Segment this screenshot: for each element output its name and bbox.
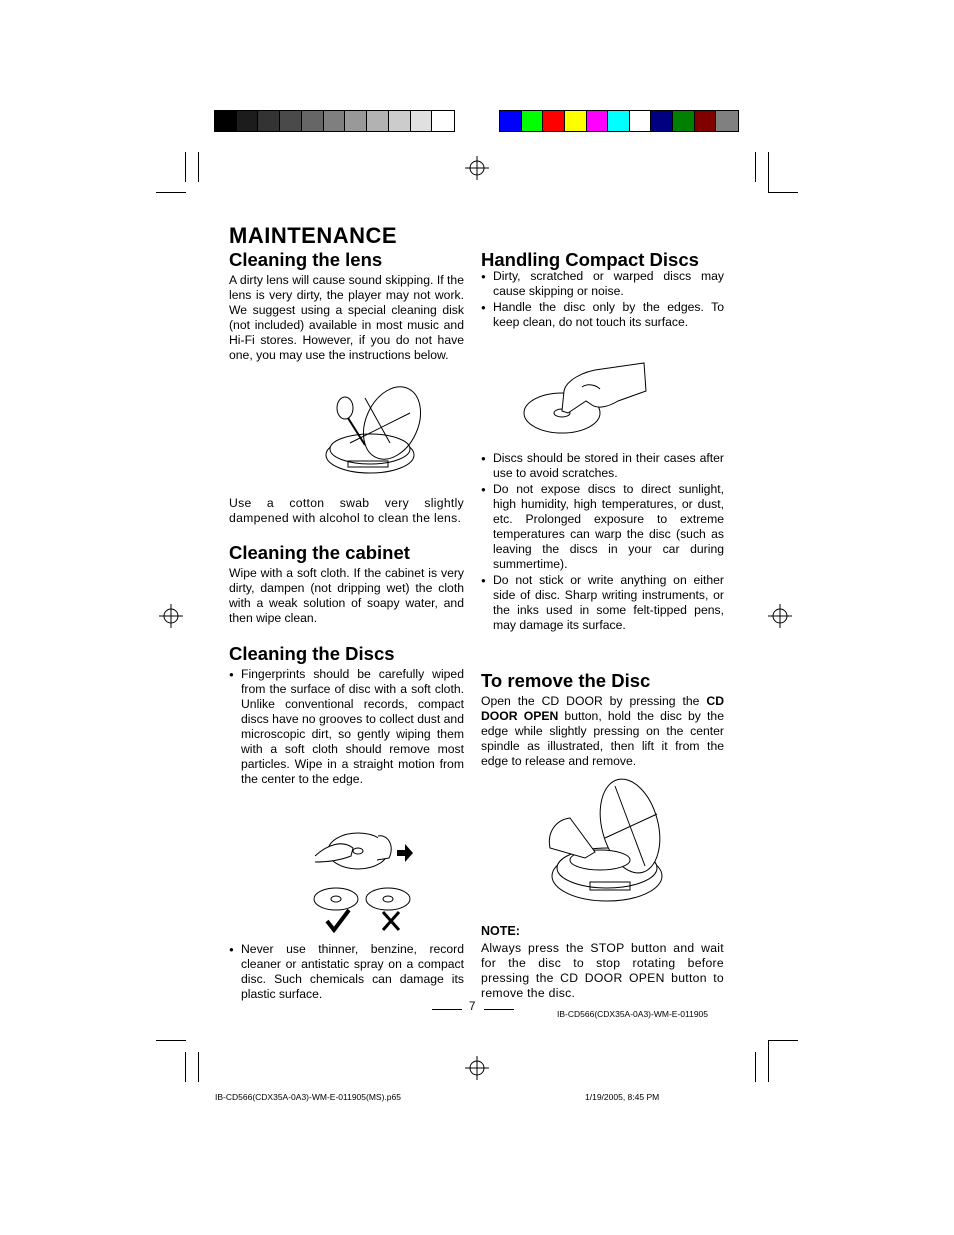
- color-swatch: [587, 111, 609, 131]
- lens-caption: Use a cotton swab very slightly dampened with alcohol to clean the lens.: [229, 496, 464, 525]
- color-swatch: [651, 111, 673, 131]
- gray-swatch: [258, 111, 280, 131]
- gray-swatch: [280, 111, 302, 131]
- color-swatch: [695, 111, 717, 131]
- gray-swatch: [302, 111, 324, 131]
- registration-mark-right: [768, 604, 792, 628]
- color-swatch: [673, 111, 695, 131]
- list-item: ● Discs should be stored in their cases after use to avoid scratches.: [481, 451, 724, 481]
- discs-bullet-list-1: [229, 667, 464, 788]
- page-number-rule-right: [484, 1009, 514, 1010]
- note-heading: NOTE:: [481, 924, 520, 938]
- gray-calibration-bar: [214, 110, 455, 132]
- page-number-rule-left: [432, 1009, 462, 1010]
- cabinet-body: Wipe with a soft cloth. If the cabinet is very dirty, dampen (not dripping wet) the cloth with a weak solution of soapy water, and then wipe clean.: [229, 566, 464, 625]
- list-item: ● Dirty, scratched or warped discs may cause skipping or noise.: [481, 269, 724, 299]
- color-calibration-bar: [499, 110, 739, 132]
- disc-handling-illustration: [522, 361, 648, 439]
- heading-cleaning-lens: Cleaning the lens: [229, 249, 383, 270]
- list-item: ● Handle the disc only by the edges. To keep clean, do not touch its surface.: [481, 300, 724, 330]
- color-swatch: [608, 111, 630, 131]
- heading-cleaning-discs: Cleaning the Discs: [229, 643, 395, 664]
- heading-remove-disc: To remove the Disc: [481, 670, 651, 691]
- color-swatch: [500, 111, 522, 131]
- document-code: IB-CD566(CDX35A-0A3)-WM-E-011905: [557, 1009, 709, 1019]
- gray-swatch: [367, 111, 389, 131]
- handling-bullet-list-top: [481, 269, 724, 331]
- footer-file-name: IB-CD566(CDX35A-0A3)-WM-E-011905(MS).p65: [215, 1092, 401, 1102]
- gray-swatch: [215, 111, 237, 131]
- gray-swatch: [237, 111, 259, 131]
- gray-swatch: [411, 111, 433, 131]
- registration-mark-left: [159, 604, 183, 628]
- note-body: Always press the STOP button and wait for the disc to stop rotating before pressing the CD DOOR OPEN button to remove the disc.: [481, 941, 724, 1000]
- lens-body: A dirty lens will cause sound skipping. If the lens is very dirty, the player may not work. We suggest using a special cleaning disk (not included) available in most music and Hi-Fi stores. However, if you do not have one, you may use the instructions below.: [229, 273, 464, 362]
- lens-cleaning-illustration: [320, 383, 425, 481]
- gray-swatch: [324, 111, 346, 131]
- registration-mark-bottom: [465, 1056, 489, 1080]
- color-swatch: [716, 111, 738, 131]
- remove-disc-body: [481, 694, 724, 769]
- footer-date: 1/19/2005, 8:45 PM: [585, 1092, 660, 1102]
- remove-body-post: button, hold the disc by the edge while slightly pressing on the center spindle as illustrated, then lift it from the edge to release and remove.: [481, 709, 724, 768]
- page-number: 7: [469, 1001, 476, 1013]
- gray-swatch: [389, 111, 411, 131]
- list-item: ● Fingerprints should be carefully wiped from the surface of disc with a soft cloth. Unlike conventional records, compact discs have no grooves to collect dust and microscopic dirt, so gently wiping them with a soft cloth should remove most particles. Wipe in a straight motion from the center to the edge.: [229, 667, 464, 787]
- color-swatch: [565, 111, 587, 131]
- registration-mark-top: [465, 156, 489, 180]
- remove-body-pre: Open the CD DOOR by pressing the: [481, 694, 707, 708]
- disc-removal-illustration: [545, 778, 670, 906]
- gray-swatch: [432, 111, 454, 131]
- cd-door-open-label: CD DOOR OPEN: [481, 694, 724, 723]
- disc-wiping-illustration: [313, 826, 417, 934]
- color-swatch: [543, 111, 565, 131]
- page-title: MAINTENANCE: [229, 223, 398, 248]
- color-swatch: [630, 111, 652, 131]
- discs-bullet-list-2: [229, 942, 464, 1003]
- color-swatch: [522, 111, 544, 131]
- heading-handling-discs: Handling Compact Discs: [481, 249, 699, 270]
- gray-swatch: [345, 111, 367, 131]
- list-item: ● Do not expose discs to direct sunlight, high humidity, high temperatures, or dust, etc. Prolonged exposure to extreme temperatures can warp the disc (such as leaving the discs in your car during summertime).: [481, 482, 724, 572]
- handling-bullet-list-bottom: [481, 451, 724, 634]
- heading-cleaning-cabinet: Cleaning the cabinet: [229, 542, 410, 563]
- list-item: ● Do not stick or write anything on either side of disc. Sharp writing instruments, or the inks used in some felt-tipped pens, may damage its surface.: [481, 573, 724, 633]
- list-item: ● Never use thinner, benzine, record cleaner or antistatic spray on a compact disc. Such chemicals can damage its plastic surface.: [229, 942, 464, 1002]
